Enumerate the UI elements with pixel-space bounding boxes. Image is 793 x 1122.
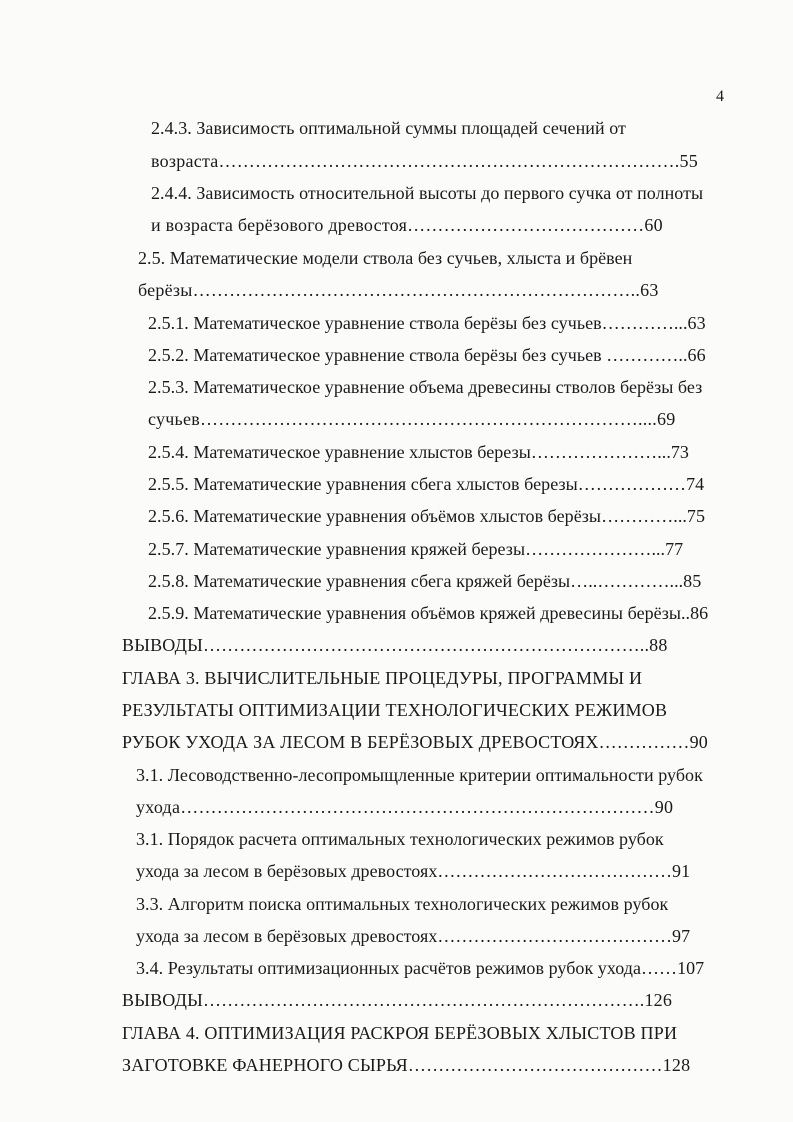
toc-line: ВЫВОДЫ………………………………………………………………..88 [122,635,668,655]
toc-line: 2.5.4. Математическое уравнение хлыстов березы…………………...73 [148,442,689,462]
toc-line: возраста………………………………………………………………….55 [151,151,699,171]
toc-line: 2.5.9. Математические уравнения объёмов кряжей древесины берёзы..86 [148,603,709,623]
toc-line: 3.1. Лесоводственно-лесопромыщленные критерии оптимальности рубок [136,765,703,785]
toc-line: ухода за лесом в берёзовых древостоях…………………………………91 [136,861,691,881]
toc-line: РЕЗУЛЬТАТЫ ОПТИМИЗАЦИИ ТЕХНОЛОГИЧЕСКИХ РЕЖИМОВ [122,700,668,720]
toc-line: ЗАГОТОВКЕ ФАНЕРНОГО СЫРЬЯ……………………………………128 [122,1055,691,1075]
toc-line: 2.5.3. Математическое уравнение объема древесины стволов берёзы без [148,377,703,397]
toc-line: РУБОК УХОДА ЗА ЛЕСОМ В БЕРЁЗОВЫХ ДРЕВОСТОЯХ……………90 [122,732,709,752]
toc-line: 2.5.5. Математические уравнения сбега хлыстов березы………………74 [148,474,705,494]
toc-line: ухода за лесом в берёзовых древостоях…………………………………97 [136,926,691,946]
toc-line: и возраста берёзового древостоя…………………………………60 [151,215,663,235]
page-number: 4 [716,88,725,105]
toc-line: ухода……………………………………………………………………90 [136,797,674,817]
toc-line: 2.5. Математические модели ствола без сучьев, хлыста и брёвен [138,248,633,268]
toc-line: 2.5.2. Математическое уравнение ствола берёзы без сучьев …………..66 [148,345,706,365]
toc-line: 2.4.3. Зависимость оптимальной суммы площадей сечений от [151,118,626,138]
toc-line: ГЛАВА 3. ВЫЧИСЛИТЕЛЬНЫЕ ПРОЦЕДУРЫ, ПРОГРАММЫ И [122,668,643,688]
toc-line: 3.1. Порядок расчета оптимальных технологических режимов рубок [136,829,664,849]
toc-line: сучьев………………………………………………………………....69 [148,409,676,429]
toc-line: 2.5.7. Математические уравнения кряжей березы…………………...77 [148,539,684,559]
toc-line: 3.3. Алгоритм поиска оптимальных технологических режимов рубок [136,894,669,914]
toc-line: берёзы………………………………………………………………..63 [138,280,659,300]
toc-line: 2.4.4. Зависимость относительной высоты до первого сучка от полноты [151,183,704,203]
toc-line: 2.5.6. Математические уравнения объёмов хлыстов берёзы…………...75 [148,506,706,526]
toc-line: 3.4. Результаты оптимизационных расчётов режимов рубок ухода……107 [136,958,705,978]
toc-line: 2.5.8. Математические уравнения сбега кряжей берёзы…..…………...85 [148,571,702,591]
toc-line: 2.5.1. Математическое уравнение ствола берёзы без сучьев…………...63 [148,313,706,333]
toc-line: ВЫВОДЫ……………………………………………………………….126 [122,990,673,1010]
toc-line: ГЛАВА 4. ОПТИМИЗАЦИЯ РАСКРОЯ БЕРЁЗОВЫХ ХЛЫСТОВ ПРИ [122,1023,678,1043]
